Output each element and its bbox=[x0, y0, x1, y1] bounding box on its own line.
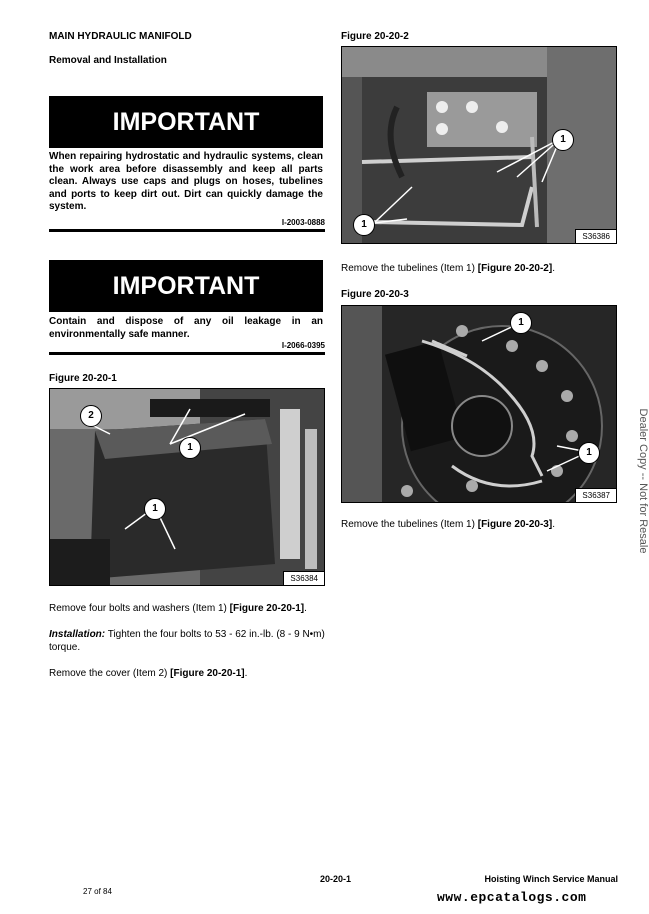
figure-3-photo bbox=[341, 305, 617, 503]
callout-item-1: 1 bbox=[578, 442, 600, 464]
important-code-2: I-2066-0395 bbox=[281, 341, 325, 350]
figure-2-number: S36386 bbox=[575, 229, 616, 243]
manual-title: Hoisting Winch Service Manual bbox=[484, 874, 618, 884]
step-remove-cover: Remove the cover (Item 2) [Figure 20-20-1]. bbox=[49, 668, 248, 679]
figure-3-label: Figure 20-20-3 bbox=[341, 289, 409, 300]
page-of: 27 of 84 bbox=[83, 887, 112, 896]
callout-item-1: 1 bbox=[144, 498, 166, 520]
important-text-1: When repairing hydrostatic and hydraulic systems, clean the work area before disassembly and keep all parts clean. Always use caps and plugs on hoses, tubelines and ports to keep dirt out. Dirt can quickly damage the system. bbox=[49, 151, 323, 212]
figure-1-number: S36384 bbox=[283, 571, 324, 585]
callout-item-1: 1 bbox=[510, 312, 532, 334]
figure-2-photo bbox=[341, 46, 617, 244]
section-title: MAIN HYDRAULIC MANIFOLD bbox=[49, 31, 192, 42]
step-remove-tubelines-3: Remove the tubelines (Item 1) [Figure 20-20-3]. bbox=[341, 519, 555, 530]
important-rule-2 bbox=[49, 352, 325, 355]
callout-item-1: 1 bbox=[353, 214, 375, 236]
step-remove-tubelines-2: Remove the tubelines (Item 1) [Figure 20-20-2]. bbox=[341, 263, 555, 274]
callout-item-2: 2 bbox=[80, 405, 102, 427]
figure-2-label: Figure 20-20-2 bbox=[341, 31, 409, 42]
step-remove-bolts: Remove four bolts and washers (Item 1) [Figure 20-20-1]. bbox=[49, 603, 307, 614]
callout-item-1: 1 bbox=[552, 129, 574, 151]
important-heading-2: IMPORTANT bbox=[49, 260, 323, 312]
side-note: Dealer Copy -- Not for Resale bbox=[637, 408, 649, 554]
page-code: 20-20-1 bbox=[320, 874, 352, 884]
website-link[interactable]: www.epcatalogs.com bbox=[437, 890, 587, 905]
important-heading-1: IMPORTANT bbox=[49, 96, 323, 148]
figure-1-photo bbox=[49, 388, 325, 586]
figure-3-number: S36387 bbox=[575, 488, 616, 502]
important-rule-1 bbox=[49, 229, 325, 232]
step-installation-note: Installation: Tighten the four bolts to 53 - 62 in.-lb. (8 - 9 N•m) torque. bbox=[49, 629, 325, 653]
important-code-1: I-2003-0888 bbox=[281, 218, 325, 227]
callout-item-1: 1 bbox=[179, 437, 201, 459]
section-subtitle: Removal and Installation bbox=[49, 55, 167, 66]
important-text-2: Contain and dispose of any oil leakage in an environmentally safe manner. bbox=[49, 316, 323, 340]
figure-1-label: Figure 20-20-1 bbox=[49, 373, 117, 384]
